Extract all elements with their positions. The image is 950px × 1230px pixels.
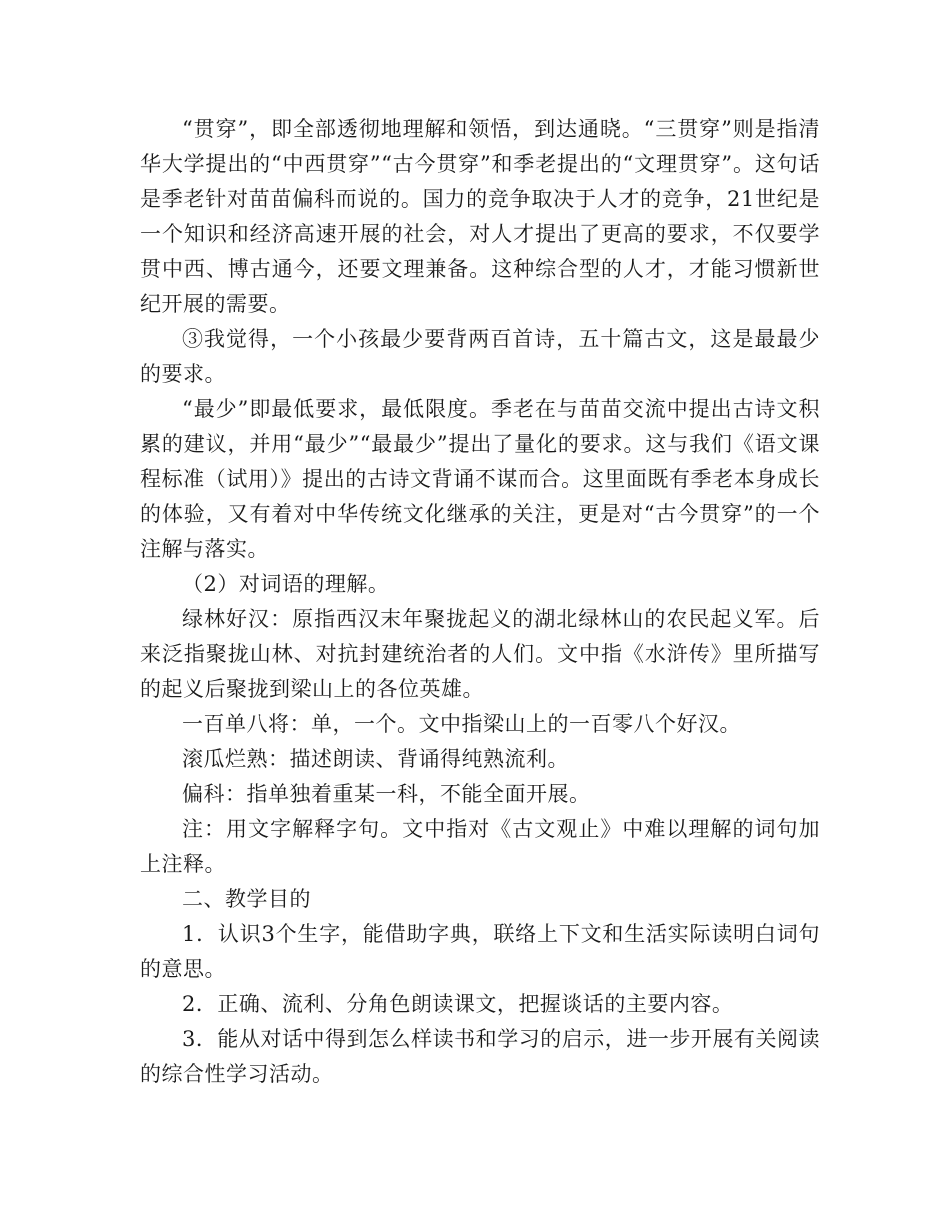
paragraph-vocab-heading: （2）对词语的理解。 <box>182 572 390 596</box>
document-body <box>140 112 820 1092</box>
goal-item-2: 2．正确、流利、分角色朗读课文，把握谈话的主要内容。 <box>182 992 734 1016</box>
paragraph-zuishao-explanation: “最少”即最低要求，最低限度。季老在与苗苗交流中提出古诗文积累的建议，并用“最少”“最最少”提出了量化的要求。这与我们《语文课程标准（试用）》提出的古诗文背诵不谋而合。这里面既有季老本身成长的体验，又有着对中华传统文化继承的关注，更是对“古今贯穿”的一个注解与落实。 <box>140 397 820 561</box>
paragraph-quote-3: ③我觉得，一个小孩最少要背两百首诗，五十篇古文，这是最最少的要求。 <box>140 327 820 386</box>
goal-item-3: 3．能从对话中得到怎么样读书和学习的启示，进一步开展有关阅读的综合性学习活动。 <box>140 1027 820 1086</box>
section-heading-teaching-goals: 二、教学目的 <box>182 887 311 911</box>
paragraph-vocab-pianke: 偏科：指单独着重某一科，不能全面开展。 <box>182 782 591 806</box>
paragraph-vocab-108: 一百单八将：单，一个。文中指梁山上的一百零八个好汉。 <box>182 712 741 736</box>
paragraph-guanchuan-explanation: “贯穿”，即全部透彻地理解和领悟，到达通晓。“三贯穿”则是指清华大学提出的“中西贯穿”“古今贯穿”和季老提出的“文理贯穿”。这句话是季老针对苗苗偏科而说的。国力的竞争取决于人才的竞争，21世纪是一个知识和经济高速开展的社会，对人才提出了更高的要求，不仅要学贯中西、博古通今，还要文理兼备。这种综合型的人才，才能习惯新世纪开展的需要。 <box>140 117 820 316</box>
goal-item-1: 1．认识3个生字，能借助字典，联络上下文和生活实际读明白词句的意思。 <box>140 922 820 981</box>
paragraph-vocab-gungua: 滚瓜烂熟：描述朗读、背诵得纯熟流利。 <box>182 747 569 771</box>
paragraph-vocab-zhu: 注：用文字解释字句。文中指对《古文观止》中难以理解的词句加上注释。 <box>140 817 820 876</box>
paragraph-vocab-lulin: 绿林好汉：原指西汉末年聚拢起义的湖北绿林山的农民起义军。后来泛指聚拢山林、对抗封建统治者的人们。文中指《水浒传》里所描写的起义后聚拢到梁山上的各位英雄。 <box>140 607 820 701</box>
